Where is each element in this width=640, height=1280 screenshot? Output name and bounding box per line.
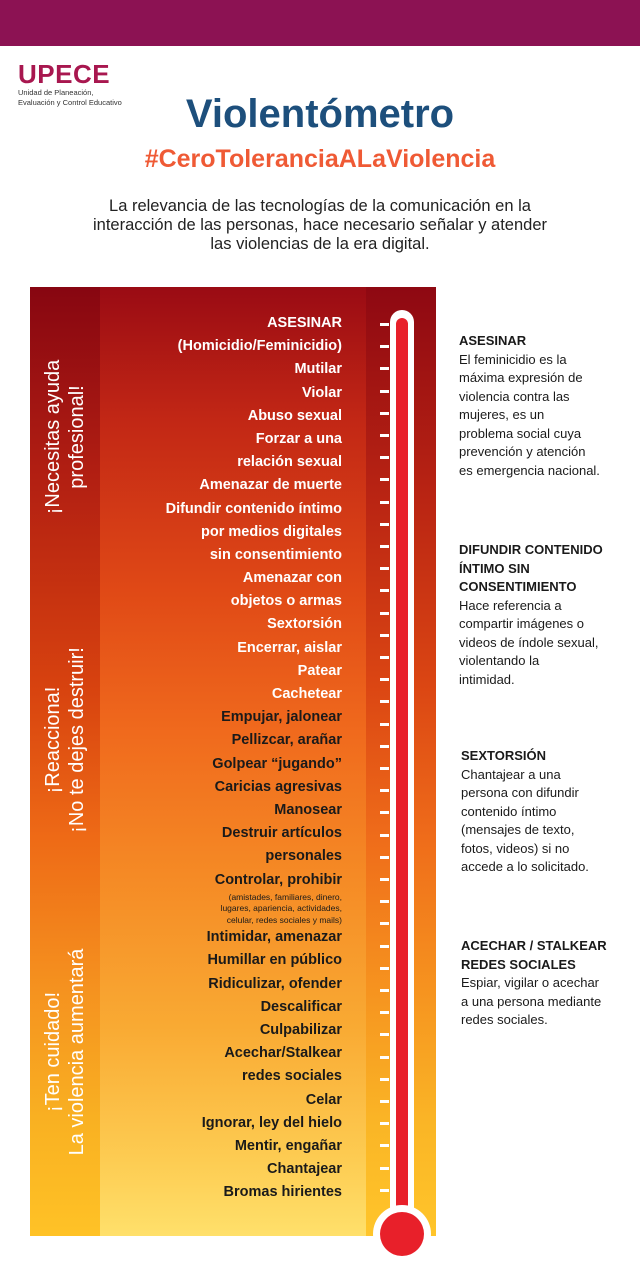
thermometer-tick <box>380 1033 389 1036</box>
thermometer-tick <box>380 1144 389 1147</box>
thermometer-tick <box>380 945 389 948</box>
thermometer-tick <box>380 811 389 814</box>
thermometer-tick <box>380 501 389 504</box>
thermometer-tick <box>380 1056 389 1059</box>
description-line: es emergencia nacional. <box>459 462 600 478</box>
warning-top-line: ¡Necesitas ayuda <box>42 359 64 515</box>
description-line: Espiar, vigilar o acechar <box>461 975 600 990</box>
violence-item: redes sociales <box>242 1068 342 1085</box>
description-line: videos de índole sexual, <box>459 634 599 650</box>
violence-item: relación sexual <box>237 454 342 471</box>
thermometer-tick <box>380 545 389 548</box>
thermometer-tick <box>380 1078 389 1081</box>
description-line: redes sociales. <box>461 1012 548 1027</box>
violence-item: Difundir contenido íntimo <box>165 500 342 517</box>
violence-item: Cachetear <box>271 686 342 702</box>
violence-item: Abuso sexual <box>247 407 342 424</box>
intro-text <box>50 197 590 254</box>
thermometer-tick <box>380 412 389 415</box>
description-acechar <box>461 937 633 1030</box>
thermometer-tick <box>380 390 389 393</box>
violence-item: Encerrar, aislar <box>237 639 342 656</box>
thermometer-tick <box>380 834 389 837</box>
page-title: Violentómetro <box>185 92 455 136</box>
violence-item: Intimidar, amenazar <box>206 929 342 946</box>
description-asesinar <box>459 332 631 480</box>
thermometer-tick <box>380 567 389 570</box>
violence-item: Acechar/Stalkear <box>224 1045 342 1062</box>
description-heading: REDES SOCIALES <box>461 956 576 972</box>
violence-item: Humillar en público <box>207 952 342 969</box>
intro-line: las violencias de la era digital. <box>210 235 430 253</box>
description-line: Hace referencia a <box>459 597 562 613</box>
top-bar <box>0 0 640 46</box>
thermometer-tick <box>380 878 389 881</box>
violence-item: por medios digitales <box>201 523 342 540</box>
hashtag: #CeroToleranciaALaViolencia <box>144 145 496 173</box>
thermometer-tick <box>380 456 389 459</box>
description-line: fotos, videos) si no <box>461 840 570 856</box>
violence-item: Mentir, engañar <box>234 1137 342 1154</box>
thermometer-tick <box>380 922 389 925</box>
violence-item: Controlar, prohibir <box>214 871 342 888</box>
violence-item-detail: (amistades, familiares, dinero, <box>228 891 342 902</box>
thermometer-tick <box>380 612 389 615</box>
thermometer-tick <box>380 856 389 859</box>
description-line: intimidad. <box>459 671 515 687</box>
intro-line: interacción de las personas, hace necesario señalar y atender <box>92 216 548 234</box>
thermometer-tick <box>380 478 389 481</box>
violence-item: Violar <box>301 384 342 401</box>
violence-item: Amenazar con <box>242 570 342 587</box>
violence-item: personales <box>265 848 342 865</box>
violence-item: Golpear “jugando” <box>212 755 342 772</box>
description-line: violentando la <box>459 653 540 668</box>
thermometer-tick <box>380 1167 389 1170</box>
description-line: prevención y atención <box>459 444 586 459</box>
violence-item: Bromas hirientes <box>223 1184 342 1201</box>
violence-item: ASESINAR <box>267 315 342 331</box>
violence-item: Descalificar <box>260 998 342 1015</box>
thermometer-tick <box>380 589 389 592</box>
description-sextorsion <box>461 747 633 877</box>
violence-item: Manosear <box>274 801 342 818</box>
description-heading: DIFUNDIR CONTENIDO <box>459 542 603 557</box>
violence-item: Empujar, jalonear <box>221 709 342 726</box>
logo-text: UPECE <box>18 59 111 89</box>
thermometer-tick <box>380 656 389 659</box>
thermometer-tick <box>380 723 389 726</box>
thermometer-tick <box>380 434 389 437</box>
violence-item: Forzar a una <box>255 430 342 447</box>
intro-line: La relevancia de las tecnologías de la comunicación en la <box>109 197 531 215</box>
thermometer-tick <box>380 967 389 970</box>
description-line: El feminicidio es la <box>459 351 567 367</box>
thermometer-tick <box>380 1189 389 1192</box>
thermometer-tick <box>380 900 389 903</box>
violence-item: objetos o armas <box>230 593 342 610</box>
thermometer-tick <box>380 323 389 326</box>
description-heading: ÍNTIMO SIN <box>459 560 530 576</box>
logo-subtitle-line: Unidad de Planeación, <box>18 88 94 97</box>
warning-middle-line: ¡No te dejes destruir! <box>66 647 88 833</box>
violence-item: Celar <box>305 1091 342 1108</box>
description-line: violencia contra las <box>459 388 570 404</box>
warning-bottom-line: ¡Ten cuidado! <box>42 991 64 1113</box>
description-line: accede a lo solicitado. <box>461 859 589 874</box>
violence-item: sin consentimiento <box>209 546 342 563</box>
violence-items-list <box>100 312 342 1204</box>
description-line: a una persona mediante <box>461 993 602 1009</box>
thermometer-tick <box>380 367 389 370</box>
thermometer-mercury <box>396 318 408 1218</box>
thermometer-tick <box>380 1011 389 1014</box>
thermometer-tick <box>380 989 389 992</box>
description-heading: CONSENTIMIENTO <box>459 579 577 594</box>
description-line: persona con difundir <box>461 785 579 800</box>
thermometer-tick <box>380 634 389 637</box>
violence-item: Culpabilizar <box>259 1021 342 1038</box>
thermometer-tick <box>380 1122 389 1125</box>
thermometer-tick <box>380 678 389 681</box>
logo-subtitle-line: Evaluación y Control Educativo <box>18 98 122 107</box>
description-heading: ACECHAR / STALKEAR <box>461 938 607 953</box>
thermometer-tick <box>380 745 389 748</box>
warning-top-line: profesional! <box>66 385 88 489</box>
description-line: máxima expresión de <box>459 370 583 385</box>
thermometer-tick <box>380 1100 389 1103</box>
description-heading: SEXTORSIÓN <box>461 748 547 763</box>
thermometer-tick <box>380 789 389 792</box>
violence-item-detail: lugares, apariencia, actividades, <box>220 903 342 914</box>
violence-item: Ignorar, ley del hielo <box>201 1114 342 1131</box>
violence-item: Sextorsión <box>267 616 342 633</box>
thermometer-tick <box>380 523 389 526</box>
description-line: compartir imágenes o <box>459 616 584 631</box>
violence-item: Mutilar <box>294 361 342 378</box>
description-difundir <box>459 541 631 689</box>
description-heading: ASESINAR <box>459 333 527 348</box>
violence-item: Patear <box>297 662 342 679</box>
thermometer-tick <box>380 767 389 770</box>
description-line: Chantajear a una <box>461 766 561 782</box>
violence-item: Pellizcar, arañar <box>231 732 342 749</box>
violence-item: Caricias agresivas <box>214 778 342 795</box>
warning-middle-line: ¡Reacciona! <box>42 686 64 794</box>
thermometer-tick <box>380 700 389 703</box>
description-line: (mensajes de texto, <box>461 822 575 837</box>
violence-item: Ridiculizar, ofender <box>208 975 342 992</box>
violence-item: (Homicidio/Feminicidio) <box>177 338 342 355</box>
thermometer-tick <box>380 345 389 348</box>
description-line: problema social cuya <box>459 425 582 441</box>
violence-item: Destruir artículos <box>221 825 342 842</box>
violence-item-detail: celular, redes sociales y mails) <box>226 914 342 925</box>
violence-item: Amenazar de muerte <box>199 477 342 494</box>
description-line: mujeres, es un <box>459 407 545 422</box>
warning-bottom-line: La violencia aumentará <box>66 948 88 1156</box>
violence-item: Chantajear <box>267 1161 342 1178</box>
thermometer-bulb-fill <box>380 1212 424 1256</box>
description-line: contenido íntimo <box>461 803 557 819</box>
